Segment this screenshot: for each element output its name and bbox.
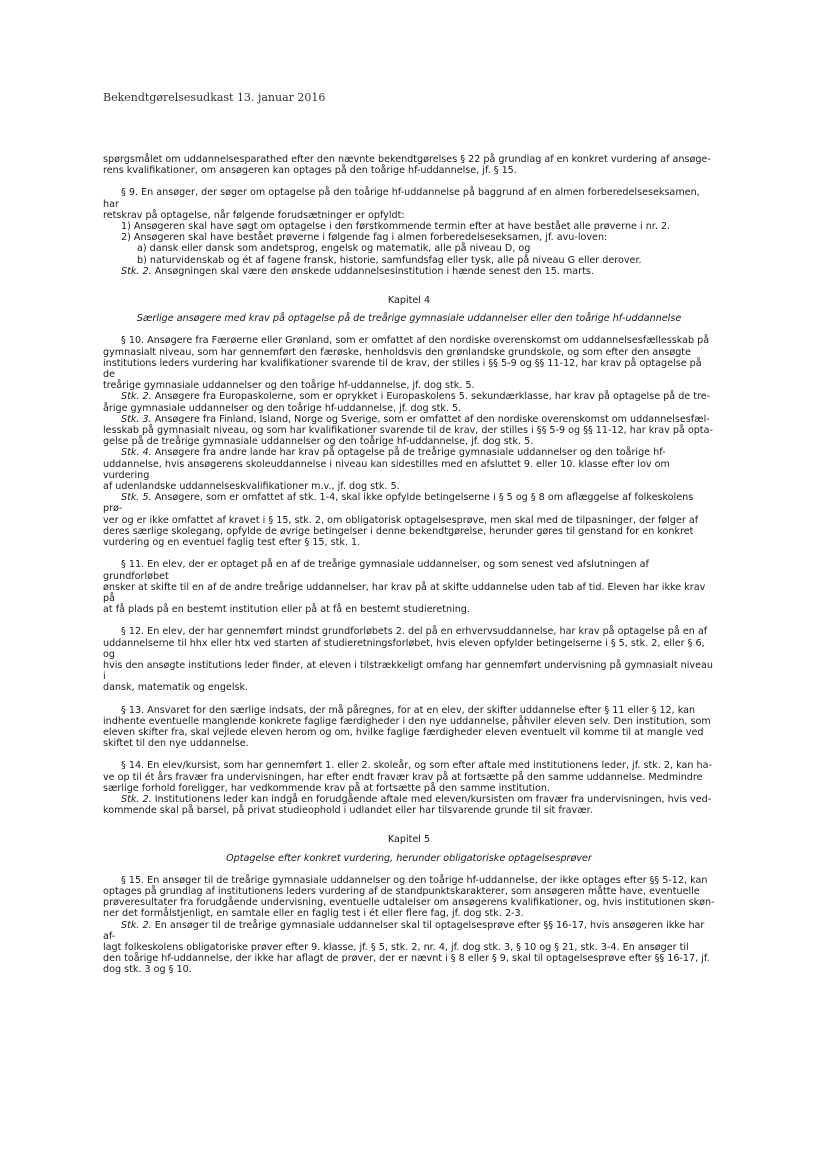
paragraph-12-line: dansk, matematik og engelsk. bbox=[103, 682, 249, 694]
paragraph-14-line: ve op til ét års fravær fra undervisningen, har efter endt fravær krav på at fortsætte på den samme uddannelse. Medmindre bbox=[103, 771, 703, 783]
chapter-5-title: Kapitel 5 bbox=[387, 834, 431, 846]
paragraph-9-line: retskrav på optagelse, når følgende forudsætninger er opfyldt: bbox=[103, 209, 405, 221]
stk-label: Stk. 5. bbox=[121, 492, 152, 504]
paragraph-15-line: prøveresultater fra forudgående undervisning, eventuelle udtalelser om ansøgerens kvalifikationer, og, hvis institutionen skøn- bbox=[103, 897, 715, 909]
stk-label: Stk. 2. bbox=[121, 391, 152, 403]
paragraph-13-line: skiftet til den nye uddannelse. bbox=[103, 738, 249, 750]
stk-text: Ansøgningen skal være den ønskede uddannelsesinstitution i hænde senest den 15. marts. bbox=[151, 265, 594, 277]
stk-line: dog stk. 3 og § 10. bbox=[103, 964, 192, 976]
sub-list-item: a) dansk eller dansk som andetsprog, engelsk og matematik, alle på niveau D, og bbox=[137, 243, 531, 255]
paragraph-13-line: indhente eventuelle manglende konkrete faglige færdigheder i den nye uddannelse, påhviler eleven selv. Den institution, som bbox=[103, 715, 711, 727]
stk-line bbox=[103, 414, 715, 425]
document-body bbox=[103, 154, 715, 976]
stk-text: Ansøgere, som er omfattet af stk. 1-4, skal ikke opfylde betingelserne i § 5 og § 8 om aflæggelse af folkeskolens prø- bbox=[103, 492, 694, 515]
stk-text: Ansøgere fra andre lande har krav på optagelse på de treårige gymnasiale uddannelser og den toårige hf- bbox=[151, 447, 666, 459]
stk-line bbox=[103, 794, 715, 805]
paragraph-11-line: § 11. En elev, der er optaget på en af de treårige gymnasiale uddannelser, og som senest ved afslutningen af grundforløbet bbox=[103, 559, 649, 582]
stk-line bbox=[103, 447, 715, 458]
stk-line: lesskab på gymnasialt niveau, og som har kvalifikationer svarende til de krav, der stilles i §§ 5-9 og §§ 11-12, har krav på opta- bbox=[103, 425, 713, 437]
paragraph-12-line: § 12. En elev, der har gennemført mindst grundforløbets 2. del på en erhvervsuddannelse, har krav på optagelse på en af bbox=[121, 626, 708, 638]
stk-line bbox=[103, 492, 715, 514]
paragraph-15-line: optages på grundlag af institutionens leders vurdering af de standpunktskarakterer, som ansøgeren måtte have, eventuelle bbox=[103, 885, 700, 897]
paragraph-12-line: hvis den ansøgte institutions leder finder, at eleven i tilstrækkeligt omfang har gennemført undervisning på gymnasialt niveau i bbox=[103, 659, 713, 683]
stk-line: den toårige hf-uddannelse, der ikke har aflagt de prøver, der er nævnt i § 8 eller § 9, skal til optagelsesprøve efter §§ 16-17, jf. bbox=[103, 953, 710, 965]
document-header: Bekendtgørelsesudkast 13. januar 2016 bbox=[103, 91, 326, 104]
stk-line: årige gymnasiale uddannelser og den toårige hf-uddannelse, jf. dog stk. 5. bbox=[103, 402, 462, 414]
stk-label: Stk. 2. bbox=[121, 793, 152, 805]
stk-label: Stk. 4. bbox=[121, 447, 152, 459]
paragraph-11-line: ønsker at skifte til en af de andre treårige uddannelser, har krav på at skifte uddannelse uden tab af tid. Eleven har ikke krav på bbox=[103, 581, 706, 604]
text-line: spørgsmålet om uddannelsesparathed efter den nævnte bekendtgørelses § 22 på grundlag af en konkret vurdering af ansøge- bbox=[103, 154, 711, 165]
stk-line: kommende skal på barsel, på privat studieophold i udlandet eller har tilsvarende grunde til sit fravær. bbox=[103, 805, 593, 817]
paragraph-15-line: § 15. En ansøger til de treårige gymnasiale uddannelser og den toårige hf-uddannelse, der ikke optages efter §§ 5-12, kan bbox=[121, 874, 708, 886]
paragraph-14-line: særlige forhold foreligger, har vedkommende krav på at fortsætte på den samme institution. bbox=[103, 782, 551, 794]
chapter-5-subtitle: Optagelse efter konkret vurdering, herunder obligatoriske optagelsesprøver bbox=[226, 852, 592, 864]
text-line: rens kvalifikationer, om ansøgeren kan optages på den toårige hf-uddannelse, jf. § 15. bbox=[103, 165, 517, 177]
stk-line: vurdering og en eventuel faglig test efter § 15, stk. 1. bbox=[103, 537, 361, 549]
paragraph-9-line: § 9. En ansøger, der søger om optagelse på den toårige hf-uddannelse på baggrund af en almen forberedelseseksamen, har bbox=[103, 187, 700, 210]
stk-line: ver og er ikke omfattet af kravet i § 15, stk. 2, om obligatorisk optagelsesprøve, men skal med de tilpasninger, der følger af bbox=[103, 514, 699, 526]
stk-text: Ansøgere fra Finland, Island, Norge og Sverige, som er omfattet af den nordiske overenskomst om uddannelsesfæl- bbox=[151, 413, 710, 425]
chapter-4-subtitle: Særlige ansøgere med krav på optagelse på de treårige gymnasiale uddannelser eller den toårige hf-uddannelse bbox=[136, 313, 682, 325]
paragraph-10-line: gymnasialt niveau, som har gennemført den færøske, henholdsvis den grønlandske grundskole, og som efter den ansøgte bbox=[103, 346, 691, 358]
paragraph-11-line: at få plads på en bestemt institution eller på at få en bestemt studieretning. bbox=[103, 604, 470, 616]
stk-line bbox=[103, 266, 715, 277]
paragraph-13-line: eleven skifter fra, skal vejlede eleven herom og om, hvilke faglige færdigheder eleven eventuelt vil komme til at mangle ved bbox=[103, 726, 704, 738]
chapter-4-title: Kapitel 4 bbox=[387, 295, 431, 307]
stk-label: Stk. 2. bbox=[121, 919, 152, 931]
stk-line: gelse på de treårige gymnasiale uddannelser og den toårige hf-uddannelse, jf. dog stk. 5. bbox=[103, 436, 534, 448]
paragraph-13-line: § 13. Ansvaret for den særlige indsats, der må påregnes, for at en elev, der skifter uddannelse efter § 11 eller § 12, kan bbox=[121, 704, 696, 716]
stk-line: deres særlige skolegang, opfylde de øvrige betingelser i denne bekendtgørelse, herunder gøres til genstand for en konkret bbox=[103, 525, 694, 537]
paragraph-10-line: § 10. Ansøgere fra Færøerne eller Grønland, som er omfattet af den nordiske overenskomst om uddannelsesfællesskab på bbox=[121, 335, 710, 347]
sub-list-item: b) naturvidenskab og ét af fagene fransk, historie, samfundsfag eller tysk, alle på niveau G eller derover. bbox=[137, 254, 642, 266]
list-item: 2) Ansøgeren skal have bestået prøverne i følgende fag i almen forberedelseseksamen, jf. avu-loven: bbox=[121, 232, 608, 244]
stk-text: En ansøger til de treårige gymnasiale uddannelser skal til optagelsesprøve efter §§ 16-17, hvis ansøgeren ikke har af- bbox=[103, 919, 705, 942]
paragraph-12-line: uddannelserne til hhx eller htx ved starten af studieretningsforløbet, hvis eleven opfylder betingelserne i § 5, stk. 2, eller § 6, og bbox=[103, 637, 705, 660]
stk-line: af udenlandske uddannelseskvalifikationer m.v., jf. dog stk. 5. bbox=[103, 481, 400, 493]
stk-line: uddannelse, hvis ansøgerens skoleuddannelse i niveau kan sidestilles med en afsluttet 9. eller 10. klasse efter lov om vurdering bbox=[103, 458, 670, 481]
list-item: 1) Ansøgeren skal have søgt om optagelse i den førstkommende termin efter at have bestået alle prøverne i nr. 2. bbox=[121, 221, 671, 233]
stk-text: Ansøgere fra Europaskolerne, som er oprykket i Europaskolens 5. sekundærklasse, har krav på optagelse på de tre- bbox=[151, 391, 711, 403]
paragraph-10-line: treårige gymnasiale uddannelser og den toårige hf-uddannelse, jf. dog stk. 5. bbox=[103, 380, 475, 392]
stk-label: Stk. 2. bbox=[121, 265, 152, 277]
paragraph-15-line: ner det formålstjenligt, en samtale eller en faglig test i ét eller flere fag, jf. dog stk. 2-3. bbox=[103, 908, 524, 920]
stk-line: lagt folkeskolens obligatoriske prøver efter 9. klasse, jf. § 5, stk. 2, nr. 4, jf. dog stk. 3, § 10 og § 21, stk. 3-4. En ansøger til bbox=[103, 941, 689, 953]
stk-line bbox=[103, 920, 715, 942]
paragraph-10-line: institutions leders vurdering har kvalifikationer svarende til de krav, der stilles i §§ 5-9 og §§ 11-12, har krav på optagelse på de bbox=[103, 357, 702, 381]
stk-line bbox=[103, 391, 715, 402]
stk-label: Stk. 3. bbox=[121, 413, 152, 425]
stk-text: Institutionens leder kan indgå en forudgående aftale med eleven/kursisten om fravær fra undervisningen, hvis ved- bbox=[151, 793, 712, 805]
paragraph-14-line: § 14. En elev/kursist, som har gennemført 1. eller 2. skoleår, og som efter aftale med institutionens leder, jf. stk. 2, kan ha- bbox=[121, 760, 712, 772]
